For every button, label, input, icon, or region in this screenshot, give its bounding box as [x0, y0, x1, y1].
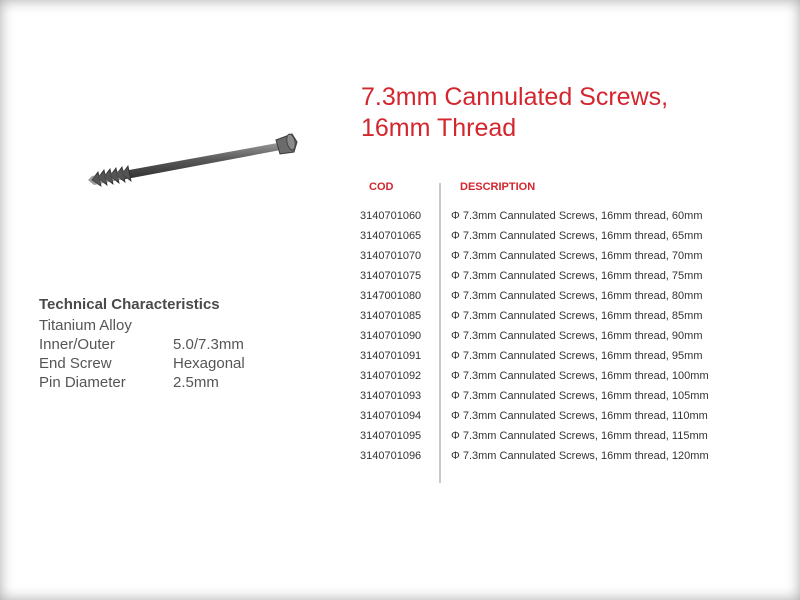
tech-material-label: Titanium Alloy — [39, 317, 132, 334]
table-cell-description: Φ 7.3mm Cannulated Screws, 16mm thread, 60mm — [451, 210, 703, 222]
tech-value: 2.5mm — [173, 374, 219, 391]
tech-row — [39, 335, 245, 354]
table-cell-code: 3140701096 — [360, 450, 422, 462]
table-cell-description: Φ 7.3mm Cannulated Screws, 16mm thread, 90mm — [451, 330, 703, 342]
tech-label: End Screw — [39, 355, 112, 372]
table-cell-code: 3140701090 — [360, 330, 422, 342]
table-cell-description: Φ 7.3mm Cannulated Screws, 16mm thread, 70mm — [451, 250, 703, 262]
tech-row — [39, 354, 245, 373]
table-cell-code: 3140701093 — [360, 390, 422, 402]
table-cell-description: Φ 7.3mm Cannulated Screws, 16mm thread, 115mm — [451, 430, 708, 442]
tech-label: Inner/Outer — [39, 336, 115, 353]
table-cell-description: Φ 7.3mm Cannulated Screws, 16mm thread, 80mm — [451, 290, 703, 302]
table-cell-code: 3140701094 — [360, 410, 422, 422]
table-cell-description: Φ 7.3mm Cannulated Screws, 16mm thread, 120mm — [451, 450, 709, 462]
cannulated-screw-image — [78, 128, 308, 198]
tech-label: Pin Diameter — [39, 374, 126, 391]
table-cell-description: Φ 7.3mm Cannulated Screws, 16mm thread, 95mm — [451, 350, 703, 362]
table-cell-code: 3140701070 — [360, 250, 422, 262]
page-title: 7.3mm Cannulated Screws, 16mm Thread — [361, 83, 669, 142]
code-column — [360, 206, 421, 466]
tech-heading: Technical Characteristics — [39, 296, 220, 313]
tech-material — [39, 316, 245, 335]
tech-value: Hexagonal — [173, 355, 245, 372]
table-cell-code: 3140701065 — [360, 230, 422, 242]
technical-characteristics — [39, 296, 245, 392]
table-cell-description: Φ 7.3mm Cannulated Screws, 16mm thread, 65mm — [451, 230, 703, 242]
column-header-code: COD — [369, 181, 394, 193]
table-cell-code: 3140701095 — [360, 430, 422, 442]
tech-value: 5.0/7.3mm — [173, 336, 244, 353]
table-cell-description: Φ 7.3mm Cannulated Screws, 16mm thread, 100mm — [451, 370, 709, 382]
column-divider — [439, 183, 441, 483]
table-cell-code: 3140701060 — [360, 210, 422, 222]
table-cell-description: Φ 7.3mm Cannulated Screws, 16mm thread, 75mm — [451, 270, 703, 282]
column-header-description: DESCRIPTION — [460, 181, 536, 193]
table-cell-description: Φ 7.3mm Cannulated Screws, 16mm thread, 105mm — [451, 390, 709, 402]
table-cell-code: 3147001080 — [360, 290, 422, 302]
table-cell-code: 3140701091 — [360, 350, 422, 362]
table-cell-description: Φ 7.3mm Cannulated Screws, 16mm thread, 110mm — [451, 410, 708, 422]
tech-row — [39, 373, 245, 392]
table-cell-code: 3140701075 — [360, 270, 422, 282]
table-cell-code: 3140701092 — [360, 370, 422, 382]
description-column — [451, 206, 709, 466]
table-cell-code: 3140701085 — [360, 310, 422, 322]
table-cell-description: Φ 7.3mm Cannulated Screws, 16mm thread, 85mm — [451, 310, 703, 322]
